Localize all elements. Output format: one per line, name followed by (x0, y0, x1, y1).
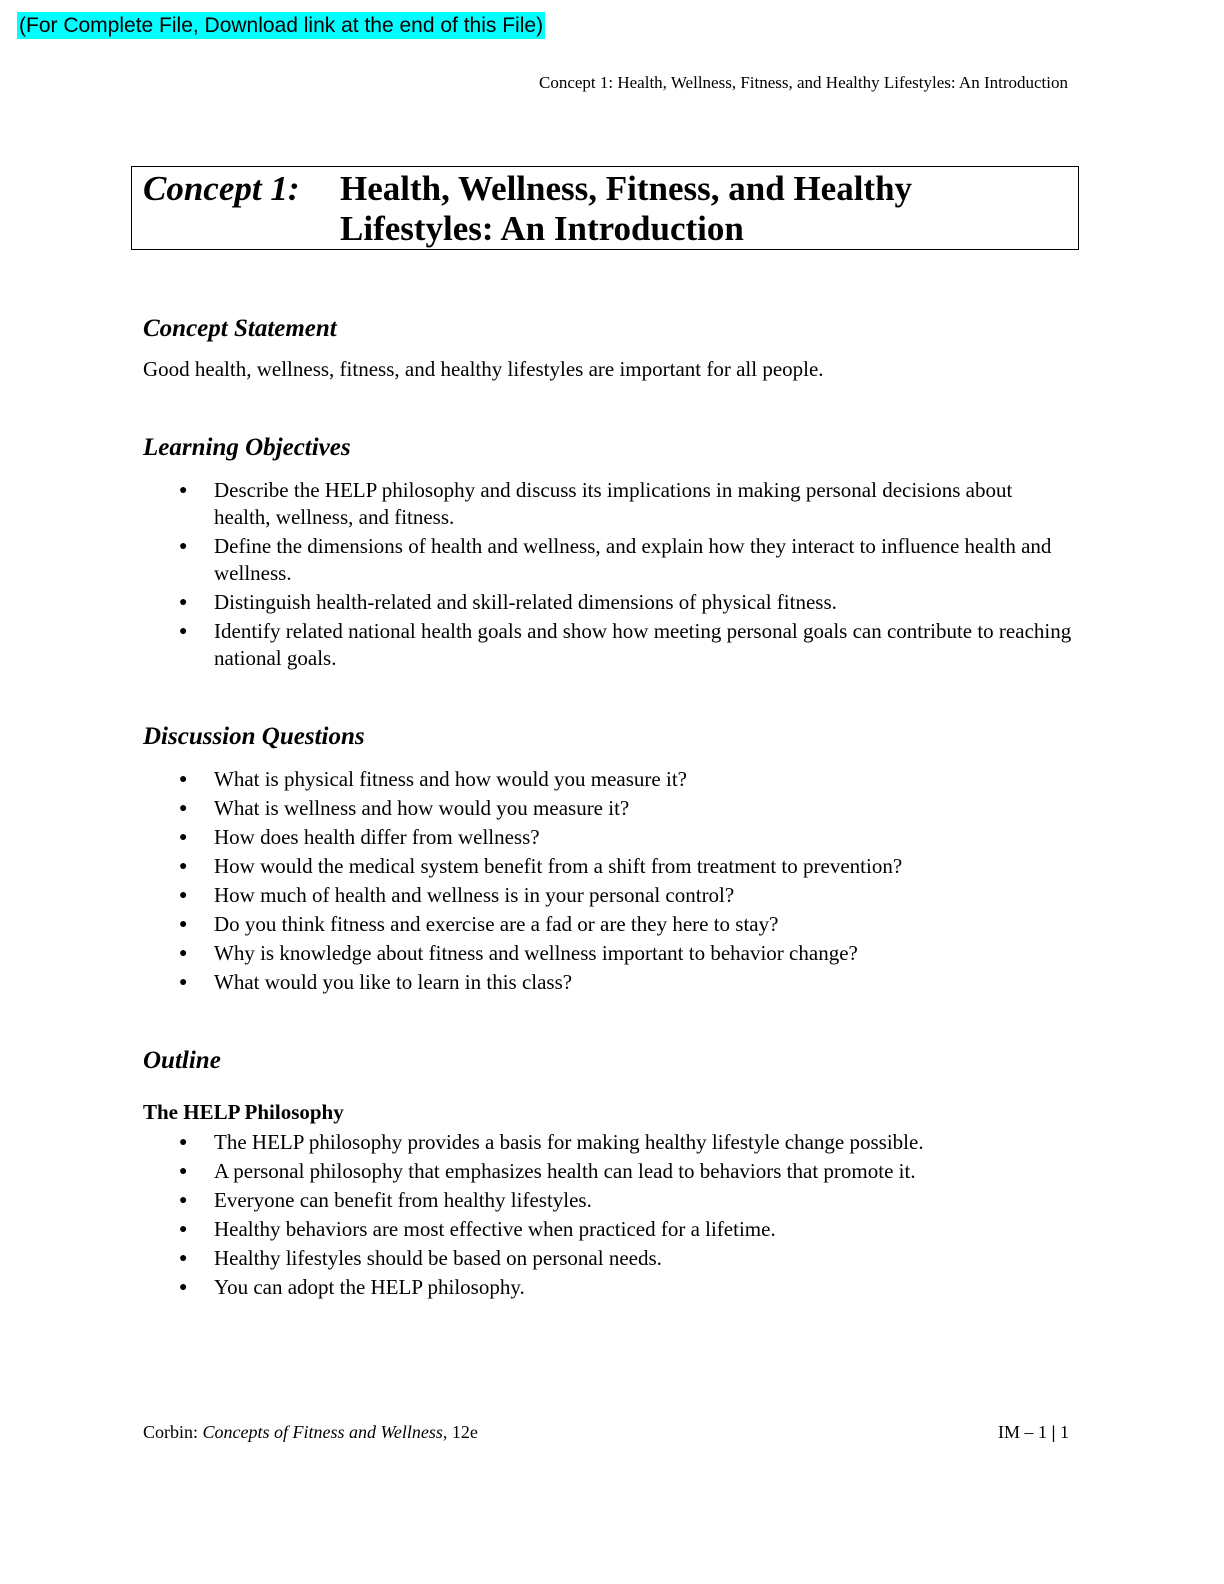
list-item-text: Healthy behaviors are most effective when practiced for a lifetime. (214, 1217, 776, 1241)
concept-statement-heading: Concept Statement (143, 315, 337, 342)
bullet-icon: ● (179, 1251, 188, 1266)
footer-page-value: 1 (1055, 1422, 1069, 1442)
title-concept-label: Concept 1: (143, 169, 300, 208)
list-item-text: Everyone can benefit from healthy lifestyles. (214, 1188, 592, 1212)
list-item (143, 1158, 1073, 1185)
title-box (131, 166, 1079, 250)
outline-list (143, 1129, 1073, 1301)
footer-author: Corbin: (143, 1422, 203, 1442)
bullet-icon: ● (179, 483, 188, 498)
list-item-text: What is wellness and how would you measure it? (214, 796, 630, 820)
list-item (143, 969, 1073, 996)
list-item (143, 940, 1073, 967)
page-title-line-1: Health, Wellness, Fitness, and Healthy (340, 169, 913, 208)
bullet-icon: ● (179, 772, 188, 787)
bullet-icon: ● (179, 624, 188, 639)
list-item-text: What would you like to learn in this class? (214, 970, 573, 994)
list-item-text: Do you think fitness and exercise are a fad or are they here to stay? (214, 912, 779, 936)
discussion-questions-heading: Discussion Questions (143, 723, 365, 750)
bullet-icon: ● (179, 595, 188, 610)
list-item-text: Identify related national health goals and show how meeting personal goals can contribute to reaching national goals. (214, 619, 1072, 670)
bullet-icon: ● (179, 917, 188, 932)
download-banner: (For Complete File, Download link at the end of this File) (19, 14, 544, 37)
list-item-text: A personal philosophy that emphasizes health can lead to behaviors that promote it. (214, 1159, 916, 1183)
list-item-text: Distinguish health-related and skill-related dimensions of physical fitness. (214, 590, 837, 614)
bullet-icon: ● (179, 859, 188, 874)
list-item (143, 589, 1073, 616)
bullet-icon: ● (179, 801, 188, 816)
bullet-icon: ● (179, 946, 188, 961)
list-item (143, 911, 1073, 938)
list-item-text: Healthy lifestyles should be based on personal needs. (214, 1246, 662, 1270)
list-item (143, 1245, 1073, 1272)
bullet-icon: ● (179, 1135, 188, 1150)
list-item (143, 1274, 1073, 1301)
learning-objectives-list (143, 477, 1073, 672)
bullet-icon: ● (179, 975, 188, 990)
list-item (143, 477, 1073, 531)
help-philosophy-subheading: The HELP Philosophy (143, 1100, 344, 1124)
bullet-icon: ● (179, 539, 188, 554)
list-item-text: The HELP philosophy provides a basis for making healthy lifestyle change possible. (214, 1130, 924, 1154)
list-item (143, 882, 1073, 909)
list-item (143, 795, 1073, 822)
list-item (143, 1129, 1073, 1156)
bullet-icon: ● (179, 830, 188, 845)
footer-book-title: Concepts of Fitness and Wellness (202, 1422, 443, 1442)
list-item-text: You can adopt the HELP philosophy. (214, 1275, 525, 1299)
list-item-text: How does health differ from wellness? (214, 825, 540, 849)
list-item-text: What is physical fitness and how would you measure it? (214, 767, 687, 791)
discussion-questions-list (143, 766, 1073, 996)
page-title (340, 169, 1040, 249)
running-header: Concept 1: Health, Wellness, Fitness, and Healthy Lifestyles: An Introduction (538, 73, 1068, 92)
list-item-text: Why is knowledge about fitness and wellness important to behavior change? (214, 941, 858, 965)
list-item (143, 824, 1073, 851)
concept-statement-text: Good health, wellness, fitness, and healthy lifestyles are important for all people. (143, 357, 824, 381)
outline-heading: Outline (143, 1047, 221, 1074)
bullet-icon: ● (179, 888, 188, 903)
footer-separator: | (1051, 1422, 1056, 1442)
footer-citation (143, 1420, 478, 1444)
learning-objectives-heading: Learning Objectives (143, 434, 351, 461)
bullet-icon: ● (179, 1164, 188, 1179)
footer-edition: , 12e (442, 1422, 478, 1442)
list-item (143, 766, 1073, 793)
list-item (143, 1216, 1073, 1243)
list-item-text: Describe the HELP philosophy and discuss its implications in making personal decisions about health, wellness, and fitness. (214, 478, 1013, 529)
bullet-icon: ● (179, 1193, 188, 1208)
list-item-text: How much of health and wellness is in your personal control? (214, 883, 735, 907)
list-item-text: How would the medical system benefit from a shift from treatment to prevention? (214, 854, 903, 878)
list-item (143, 618, 1073, 672)
bullet-icon: ● (179, 1280, 188, 1295)
list-item-text: Define the dimensions of health and wellness, and explain how they interact to influence health and wellness. (214, 534, 1052, 585)
list-item (143, 1187, 1073, 1214)
footer-page-label: IM – 1 (998, 1422, 1052, 1442)
page-title-line-2: Lifestyles: An Introduction (340, 209, 744, 248)
list-item (143, 533, 1073, 587)
bullet-icon: ● (179, 1222, 188, 1237)
footer-page-number (998, 1420, 1069, 1444)
list-item (143, 853, 1073, 880)
